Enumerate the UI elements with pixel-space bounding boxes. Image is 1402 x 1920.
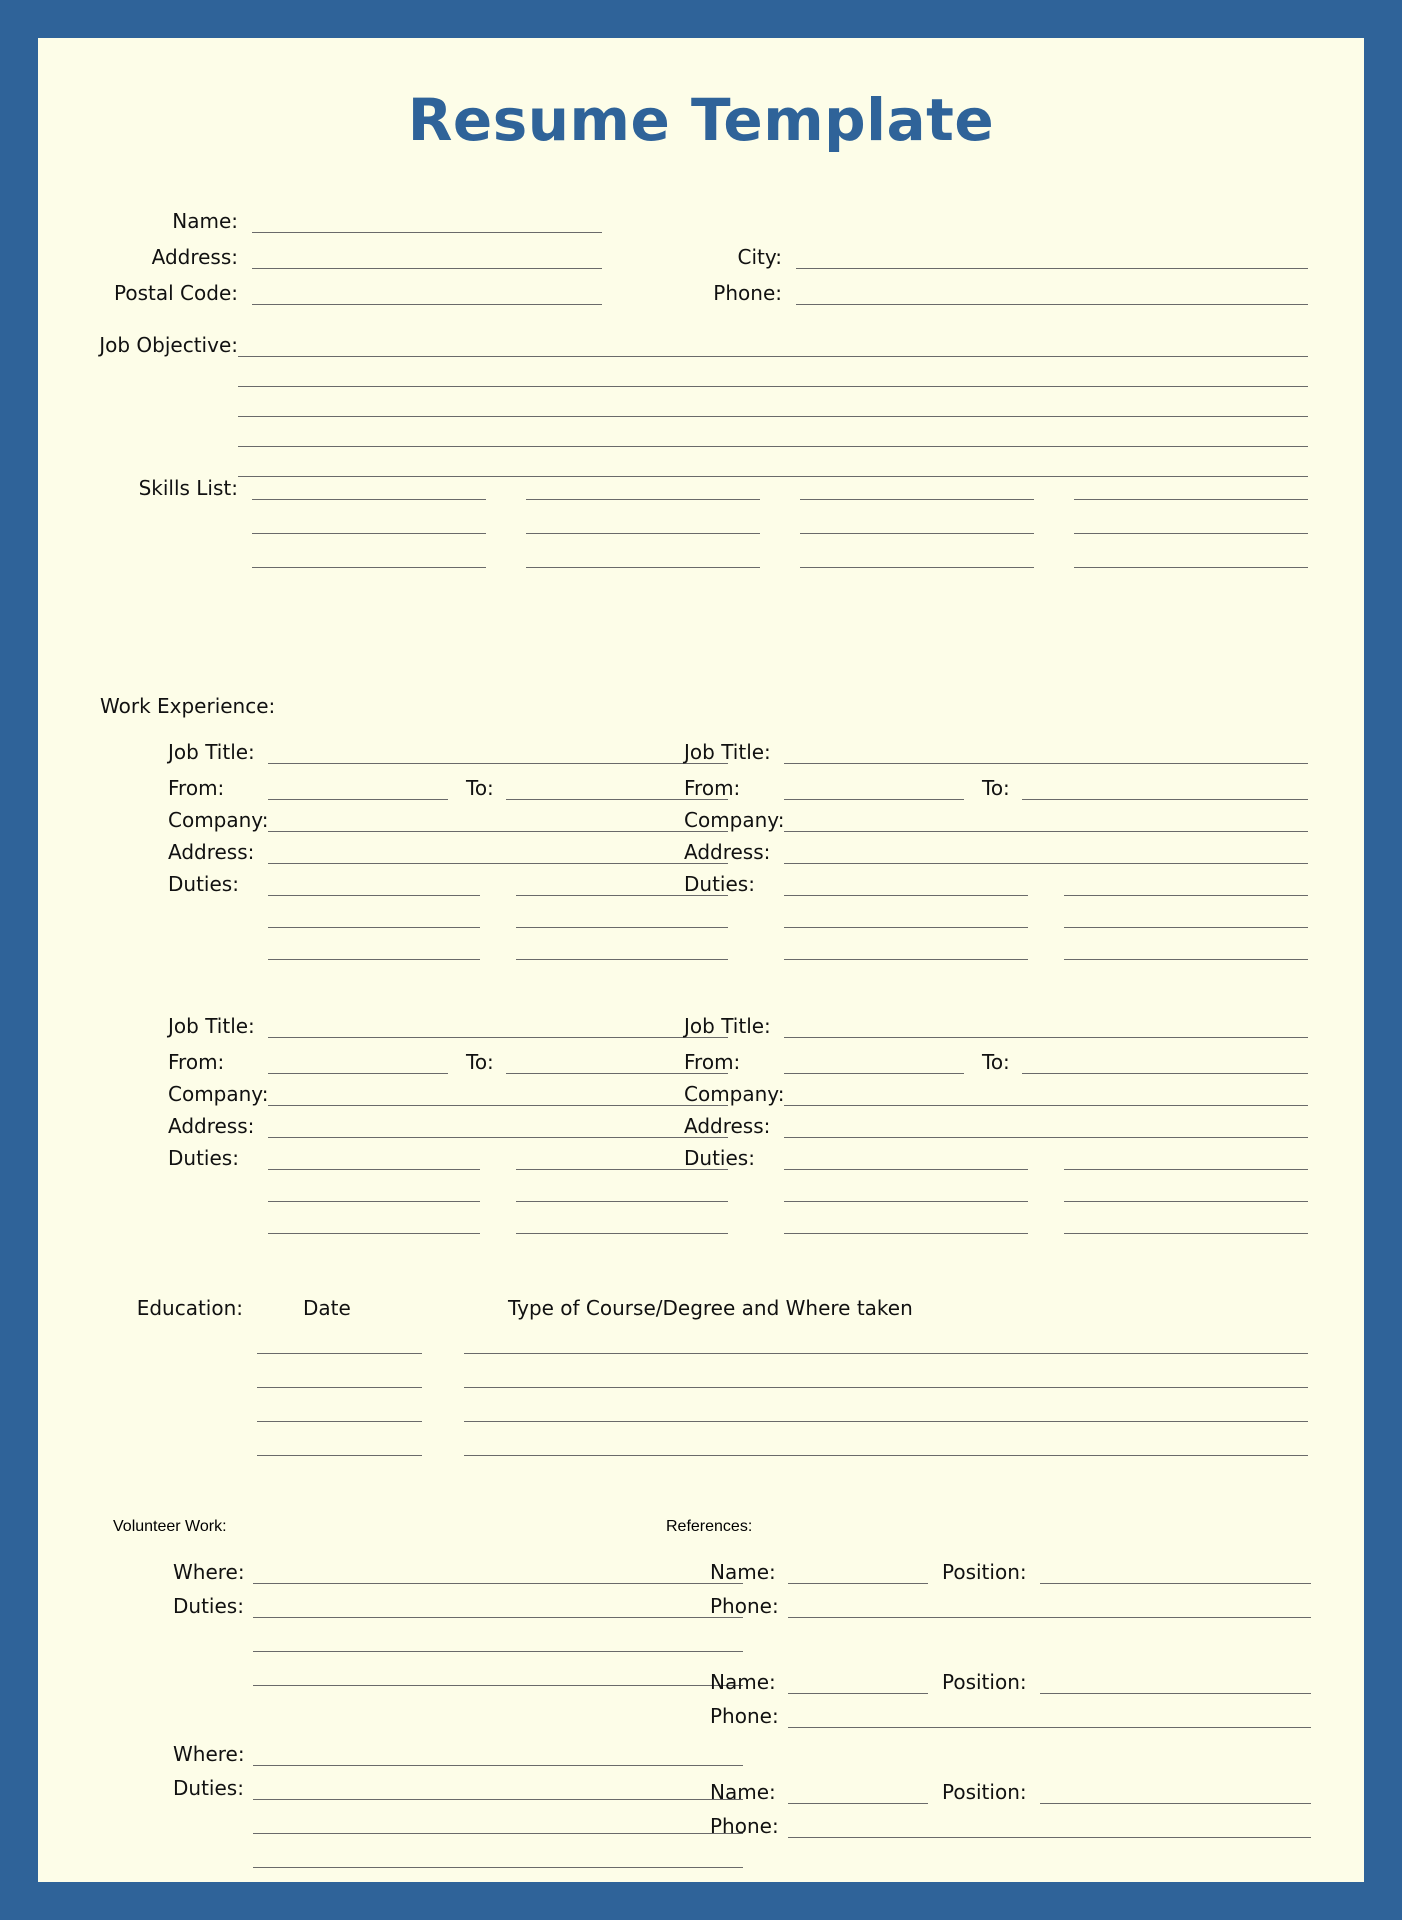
work-experience-label: Work Experience: (100, 694, 276, 718)
work-1-address-row (168, 832, 728, 864)
volunteer-1-duties-label: Duties: (173, 1594, 244, 1618)
reference-3-position-input[interactable] (1040, 1803, 1311, 1804)
work-4-address-input[interactable] (784, 1137, 1308, 1138)
work-2-duties-row-1 (684, 864, 1308, 896)
volunteer-2-duties-label: Duties: (173, 1776, 244, 1800)
education-date-input-2[interactable] (257, 1387, 422, 1388)
work-3-duties-row-3 (168, 1202, 728, 1234)
education-row-3 (98, 1388, 1308, 1422)
work-4-duty-input-3[interactable] (784, 1201, 1028, 1202)
work-3-company-row (168, 1074, 728, 1106)
work-1-duty-input-1[interactable] (268, 895, 480, 896)
volunteer-2-where-row (113, 1732, 743, 1766)
work-1-company-row (168, 800, 728, 832)
work-3-company-input[interactable] (268, 1105, 728, 1106)
name-label: Name: (172, 209, 238, 233)
reference-2-phone-label: Phone: (710, 1704, 779, 1728)
education-course-input-2[interactable] (464, 1387, 1308, 1388)
skill-input-3[interactable] (800, 499, 1034, 500)
education-section (98, 1278, 1308, 1456)
work-2-company-input[interactable] (784, 831, 1308, 832)
work-3-from-to-row (168, 1038, 728, 1074)
work-2-job-title-row (684, 728, 1308, 764)
work-4-company-row (684, 1074, 1308, 1106)
address-row (98, 233, 1308, 269)
work-4-duties-row-2 (684, 1170, 1308, 1202)
work-2-from-input[interactable] (784, 799, 964, 800)
work-3-duties-row-1 (168, 1138, 728, 1170)
work-2-from-to-row (684, 764, 1308, 800)
skill-input-1[interactable] (252, 499, 486, 500)
work-4-address-row (684, 1106, 1308, 1138)
education-header-row (98, 1278, 1308, 1320)
job-objective-section (98, 323, 1308, 477)
reference-1-phone-label: Phone: (710, 1594, 779, 1618)
work-4-address-label: Address: (684, 1114, 771, 1138)
work-1-job-title-label: Job Title: (168, 740, 255, 764)
education-row-2 (98, 1354, 1308, 1388)
work-4-duties-row-1 (684, 1138, 1308, 1170)
work-1-address-input[interactable] (268, 863, 728, 864)
education-course-input-1[interactable] (464, 1353, 1308, 1354)
page-title: Resume Template (407, 86, 995, 154)
work-1-duty-input-3[interactable] (268, 927, 480, 928)
work-4-duty-input-6[interactable] (1064, 1233, 1308, 1234)
work-3-duty-input-3[interactable] (268, 1201, 480, 1202)
work-4-from-input[interactable] (784, 1073, 964, 1074)
resume-page (38, 38, 1364, 1882)
reference-2-phone-row (666, 1694, 1311, 1728)
education-label: Education: (136, 1296, 243, 1320)
work-2-duty-input-1[interactable] (784, 895, 1028, 896)
volunteer-2-duties-row-1 (113, 1766, 743, 1800)
work-3-address-input[interactable] (268, 1137, 728, 1138)
work-2-duty-input-6[interactable] (1064, 959, 1308, 960)
reference-2-phone-input[interactable] (788, 1727, 1311, 1728)
work-2-duty-input-4[interactable] (1064, 927, 1308, 928)
job-objective-row-2 (98, 357, 1308, 387)
reference-3-phone-row (666, 1804, 1311, 1838)
work-3-from-label: From: (168, 1050, 225, 1074)
skills-row-3 (98, 534, 1308, 568)
reference-3-phone-label: Phone: (710, 1814, 779, 1838)
skills-label: Skills List: (138, 476, 238, 500)
reference-2-name-row (666, 1660, 1311, 1694)
work-2-company-label: Company: (684, 808, 785, 832)
volunteer-1-where-row (113, 1550, 743, 1584)
skill-input-11[interactable] (800, 567, 1034, 568)
reference-2-name-input[interactable] (788, 1693, 928, 1694)
work-1-address-label: Address: (168, 840, 255, 864)
reference-2-position-input[interactable] (1040, 1693, 1311, 1694)
reference-3-phone-input[interactable] (788, 1837, 1311, 1838)
volunteer-work-section (113, 1518, 743, 1868)
work-2-duties-row-2 (684, 896, 1308, 928)
work-1-to-label: To: (466, 776, 494, 800)
work-4-duties-row-3 (684, 1202, 1308, 1234)
work-4-duty-input-2[interactable] (1064, 1169, 1308, 1170)
work-4-job-title-input[interactable] (784, 1037, 1308, 1038)
work-1-company-label: Company: (168, 808, 269, 832)
reference-1-name-label: Name: (710, 1560, 776, 1584)
phone-label: Phone: (713, 281, 782, 305)
work-3-to-label: To: (466, 1050, 494, 1074)
work-1-from-label: From: (168, 776, 225, 800)
education-row-1 (98, 1320, 1308, 1354)
work-2-to-input[interactable] (1022, 799, 1308, 800)
volunteer-work-label: Volunteer Work: (113, 1518, 227, 1535)
volunteer-2-duties-row-2 (113, 1800, 743, 1834)
skills-row-2 (98, 500, 1308, 534)
work-3-from-input[interactable] (268, 1073, 448, 1074)
volunteer-1-where-label: Where: (173, 1560, 245, 1584)
job-objective-input-2[interactable] (238, 386, 1308, 387)
reference-1-position-input[interactable] (1040, 1583, 1311, 1584)
education-row-4 (98, 1422, 1308, 1456)
work-entry-2 (684, 728, 1308, 960)
education-date-input-4[interactable] (257, 1455, 422, 1456)
skill-input-7[interactable] (800, 533, 1034, 534)
skill-input-6[interactable] (526, 533, 760, 534)
city-input[interactable] (796, 268, 1308, 269)
skill-input-4[interactable] (1074, 499, 1308, 500)
work-4-company-input[interactable] (784, 1105, 1308, 1106)
work-4-from-to-row (684, 1038, 1308, 1074)
work-entry-4 (684, 1002, 1308, 1234)
volunteer-2-duties-row-3 (113, 1834, 743, 1868)
personal-info-section (98, 203, 1308, 305)
work-3-job-title-row (168, 1002, 728, 1038)
work-2-address-row (684, 832, 1308, 864)
name-input[interactable] (252, 232, 602, 233)
skill-input-9[interactable] (252, 567, 486, 568)
job-objective-input-3[interactable] (238, 416, 1308, 417)
work-3-duty-input-5[interactable] (268, 1233, 480, 1234)
skills-row-1 (98, 466, 1308, 500)
work-2-address-input[interactable] (784, 863, 1308, 864)
work-3-job-title-input[interactable] (268, 1037, 728, 1038)
work-4-duty-input-1[interactable] (784, 1169, 1028, 1170)
reference-3-name-row (666, 1770, 1311, 1804)
job-objective-label: Job Objective: (99, 333, 238, 357)
postal-code-label: Postal Code: (114, 281, 238, 305)
address-input[interactable] (252, 268, 602, 269)
work-3-job-title-label: Job Title: (168, 1014, 255, 1038)
work-1-company-input[interactable] (268, 831, 728, 832)
education-course-header: Type of Course/Degree and Where taken (508, 1296, 913, 1320)
skill-input-12[interactable] (1074, 567, 1308, 568)
education-date-input-3[interactable] (257, 1421, 422, 1422)
work-2-company-row (684, 800, 1308, 832)
reference-2-position-label: Position: (942, 1670, 1027, 1694)
skills-section (98, 466, 1308, 568)
reference-2-name-label: Name: (710, 1670, 776, 1694)
work-4-job-title-row (684, 1002, 1308, 1038)
work-1-duties-label: Duties: (168, 872, 239, 896)
work-1-from-to-row (168, 764, 728, 800)
work-2-duty-input-5[interactable] (784, 959, 1028, 960)
work-3-duty-input-1[interactable] (268, 1169, 480, 1170)
education-date-header: Date (303, 1296, 351, 1320)
work-entry-3 (168, 1002, 728, 1234)
volunteer-1-duties-row-2 (113, 1618, 743, 1652)
work-4-company-label: Company: (684, 1082, 785, 1106)
work-3-address-label: Address: (168, 1114, 255, 1138)
job-objective-row-4 (98, 417, 1308, 447)
reference-1-phone-input[interactable] (788, 1617, 1311, 1618)
work-3-duties-row-2 (168, 1170, 728, 1202)
work-2-duties-row-3 (684, 928, 1308, 960)
reference-1-name-row (666, 1550, 1311, 1584)
work-1-from-input[interactable] (268, 799, 448, 800)
education-course-input-3[interactable] (464, 1421, 1308, 1422)
job-objective-row-1 (98, 323, 1308, 357)
postal-code-input[interactable] (252, 304, 602, 305)
work-4-job-title-label: Job Title: (684, 1014, 771, 1038)
work-1-job-title-row (168, 728, 728, 764)
skill-input-10[interactable] (526, 567, 760, 568)
work-1-duties-row-3 (168, 928, 728, 960)
reference-1-phone-row (666, 1584, 1311, 1618)
work-2-to-label: To: (982, 776, 1010, 800)
work-2-address-label: Address: (684, 840, 771, 864)
work-1-duties-row-2 (168, 896, 728, 928)
postal-row (98, 269, 1308, 305)
volunteer-2-duty-input-3[interactable] (253, 1867, 743, 1868)
education-date-input-1[interactable] (257, 1353, 422, 1354)
phone-input[interactable] (796, 304, 1308, 305)
skill-input-5[interactable] (252, 533, 486, 534)
reference-1-position-label: Position: (942, 1560, 1027, 1584)
work-4-to-input[interactable] (1022, 1073, 1308, 1074)
city-label: City: (737, 245, 782, 269)
reference-1-name-input[interactable] (788, 1583, 928, 1584)
work-experience-label-wrap (100, 694, 275, 718)
work-2-from-label: From: (684, 776, 741, 800)
work-3-address-row (168, 1106, 728, 1138)
work-4-duty-input-5[interactable] (784, 1233, 1028, 1234)
volunteer-2-where-label: Where: (173, 1742, 245, 1766)
work-2-duty-input-2[interactable] (1064, 895, 1308, 896)
work-3-company-label: Company: (168, 1082, 269, 1106)
skill-input-8[interactable] (1074, 533, 1308, 534)
skill-input-2[interactable] (526, 499, 760, 500)
work-2-job-title-input[interactable] (784, 763, 1308, 764)
work-4-to-label: To: (982, 1050, 1010, 1074)
reference-3-name-label: Name: (710, 1780, 776, 1804)
volunteer-1-duties-row-1 (113, 1584, 743, 1618)
name-row (98, 203, 1308, 233)
work-2-job-title-label: Job Title: (684, 740, 771, 764)
work-4-duties-label: Duties: (684, 1146, 755, 1170)
work-3-duties-label: Duties: (168, 1146, 239, 1170)
job-objective-row-3 (98, 387, 1308, 417)
job-objective-input-4[interactable] (238, 446, 1308, 447)
job-objective-input-1[interactable] (238, 356, 1308, 357)
reference-3-name-input[interactable] (788, 1803, 928, 1804)
work-1-duties-row-1 (168, 864, 728, 896)
education-course-input-4[interactable] (464, 1455, 1308, 1456)
work-2-duties-label: Duties: (684, 872, 755, 896)
volunteer-1-duties-row-3 (113, 1652, 743, 1686)
work-entry-1 (168, 728, 728, 960)
work-1-job-title-input[interactable] (268, 763, 728, 764)
references-label: References: (666, 1518, 753, 1535)
work-1-duty-input-5[interactable] (268, 959, 480, 960)
address-label: Address: (151, 245, 238, 269)
work-4-duty-input-4[interactable] (1064, 1201, 1308, 1202)
work-4-from-label: From: (684, 1050, 741, 1074)
reference-3-position-label: Position: (942, 1780, 1027, 1804)
work-2-duty-input-3[interactable] (784, 927, 1028, 928)
references-section (666, 1518, 1311, 1838)
